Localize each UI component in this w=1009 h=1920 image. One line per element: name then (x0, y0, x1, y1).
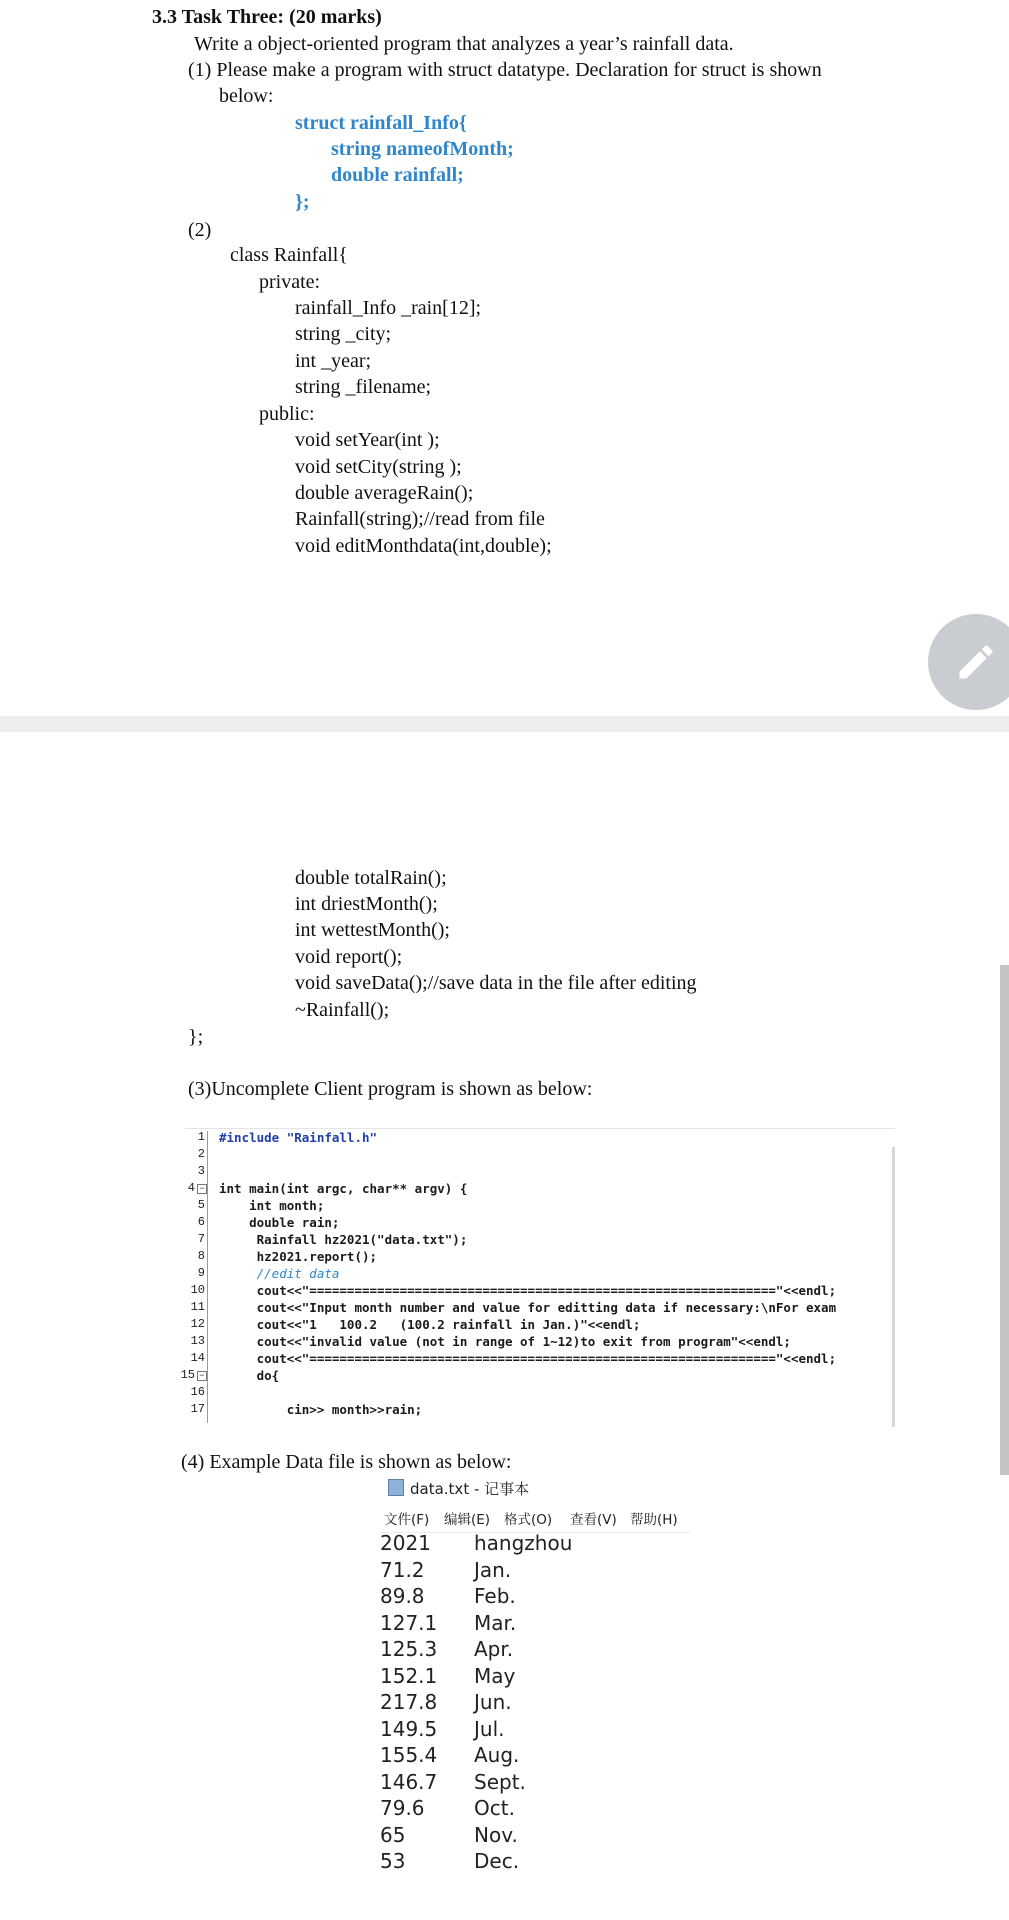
class-line: void saveData();//save data in the file after editing (295, 972, 697, 994)
struct-line: string nameofMonth; (331, 138, 514, 160)
class-line: int driestMonth(); (295, 893, 438, 915)
class-line: int wettestMonth(); (295, 919, 450, 941)
line-number: 2 (197, 1147, 205, 1161)
part1-text: (1) Please make a program with struct datatype. Declaration for struct is shown (188, 59, 822, 81)
part3-label: (3)Uncomplete Client program is shown as below: (188, 1078, 593, 1100)
class-line: private: (259, 271, 321, 293)
code-line: #include "Rainfall.h" (219, 1130, 378, 1145)
code-line: cout<<"invalid value (not in range of 1~12)to exit from program"<<endl; (219, 1334, 791, 1349)
code-line: int main(int argc, char** argv) { (219, 1181, 468, 1196)
class-line: void report(); (295, 946, 403, 968)
pencil-icon (954, 640, 998, 684)
data-value: 152.1 (380, 1664, 438, 1688)
code-line: cin>> month>>rain; (219, 1402, 423, 1417)
task-intro: Write a object-oriented program that analyzes a year’s rainfall data. (194, 33, 734, 55)
menu-item-view[interactable]: 查看(V) (570, 1512, 617, 1528)
class-line: rainfall_Info _rain[12]; (295, 297, 482, 319)
document-page-1 (0, 0, 1009, 716)
data-value: 146.7 (380, 1770, 438, 1794)
class-line: double averageRain(); (295, 482, 474, 504)
data-label: Oct. (474, 1796, 515, 1820)
task-heading: 3.3 Task Three: (20 marks) (152, 6, 382, 28)
code-comment: //edit data (219, 1266, 340, 1281)
data-value: 155.4 (380, 1743, 438, 1767)
class-line: void editMonthdata(int,double); (295, 535, 552, 557)
line-number: 14 (190, 1351, 205, 1365)
data-value: 79.6 (380, 1796, 425, 1820)
fold-toggle[interactable]: − (197, 1184, 207, 1194)
code-line: cout<<"Input month number and value for editting data if necessary:\nFor exam (219, 1300, 837, 1315)
data-value: 89.8 (380, 1584, 425, 1608)
notepad-icon (388, 1479, 404, 1496)
class-line: void setCity(string ); (295, 456, 462, 478)
line-number: 5 (197, 1198, 205, 1212)
code-editor (180, 1128, 895, 1424)
data-value: 217.8 (380, 1690, 438, 1714)
data-value: 71.2 (380, 1558, 425, 1582)
line-number: 10 (190, 1283, 205, 1297)
class-line: class Rainfall{ (230, 244, 348, 266)
code-line: cout<<"1 100.2 (100.2 rainfall in Jan.)"<<endl; (219, 1317, 641, 1332)
class-line: ~Rainfall(); (295, 999, 390, 1021)
line-number: 16 (190, 1385, 205, 1399)
data-value: 65 (380, 1823, 406, 1847)
data-label: Jul. (474, 1717, 505, 1741)
data-label: Aug. (474, 1743, 520, 1767)
data-label: Mar. (474, 1611, 517, 1635)
code-line: int month; (219, 1198, 325, 1213)
data-value: 127.1 (380, 1611, 438, 1635)
code-line: double rain; (219, 1215, 340, 1230)
class-line: double totalRain(); (295, 867, 447, 889)
line-number: 9 (197, 1266, 205, 1280)
data-value: 2021 (380, 1531, 431, 1555)
line-number: 11 (190, 1300, 205, 1314)
line-number: 6 (197, 1215, 205, 1229)
line-number: 8 (197, 1249, 205, 1263)
data-label: Feb. (474, 1584, 516, 1608)
data-label: Nov. (474, 1823, 518, 1847)
data-label: Dec. (474, 1849, 520, 1873)
data-value: 125.3 (380, 1637, 438, 1661)
data-label: Jun. (474, 1690, 512, 1714)
class-line: void setYear(int ); (295, 429, 440, 451)
data-label: Jan. (474, 1558, 512, 1582)
class-line: string _city; (295, 323, 392, 345)
code-line: hz2021.report(); (219, 1249, 378, 1264)
menu-item-format[interactable]: 格式(O) (504, 1512, 553, 1528)
part4-label: (4) Example Data file is shown as below: (181, 1451, 512, 1473)
data-label: May (474, 1664, 516, 1688)
line-number: 3 (197, 1164, 205, 1178)
data-value: 53 (380, 1849, 406, 1873)
code-line: do{ (219, 1368, 280, 1383)
data-label: Apr. (474, 1637, 514, 1661)
part2-label: (2) (188, 219, 212, 241)
gutter-separator (207, 1131, 208, 1423)
data-label: Sept. (474, 1770, 526, 1794)
menu-item-file[interactable]: 文件(F) (384, 1512, 430, 1528)
struct-line: struct rainfall_Info{ (295, 112, 467, 134)
class-line: string _filename; (295, 376, 432, 398)
class-line: int _year; (295, 350, 372, 372)
line-number: 15 (180, 1368, 195, 1382)
line-number-gutter (180, 1129, 207, 1425)
line-number: 7 (197, 1232, 205, 1246)
page-separator (0, 716, 1009, 732)
line-number: 12 (190, 1317, 205, 1331)
struct-line: double rainfall; (331, 164, 464, 186)
class-line: }; (188, 1026, 204, 1048)
line-number: 13 (190, 1334, 205, 1348)
code-scrollbar[interactable] (892, 1147, 895, 1427)
data-label: hangzhou (474, 1531, 573, 1555)
page-scrollbar[interactable] (1000, 965, 1009, 1475)
notepad-title: data.txt - 记事本 (410, 1480, 530, 1498)
class-line: public: (259, 403, 315, 425)
code-line: cout<<"=============================================================="<<endl; (219, 1351, 837, 1366)
code-line: cout<<"=============================================================="<<endl; (219, 1283, 837, 1298)
code-line: Rainfall hz2021("data.txt"); (219, 1232, 468, 1247)
fold-toggle[interactable]: − (197, 1371, 207, 1381)
menu-item-edit[interactable]: 编辑(E) (444, 1512, 491, 1528)
data-value: 149.5 (380, 1717, 438, 1741)
line-number: 1 (197, 1130, 205, 1144)
menu-item-help[interactable]: 帮助(H) (630, 1512, 678, 1528)
struct-line: }; (295, 191, 310, 213)
line-number: 17 (190, 1402, 205, 1416)
part1-text-cont: below: (219, 85, 274, 107)
line-number: 4 (187, 1181, 195, 1195)
class-line: Rainfall(string);//read from file (295, 508, 545, 530)
